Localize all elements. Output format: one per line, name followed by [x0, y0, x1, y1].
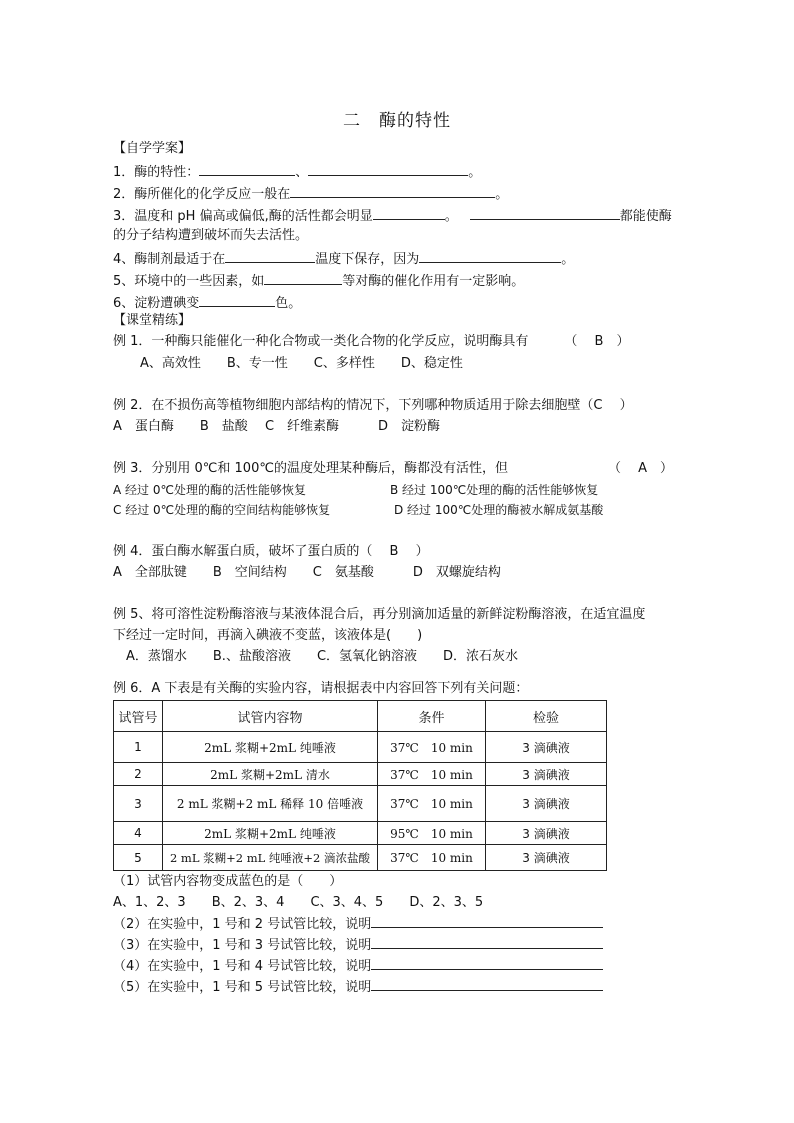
example-4-options: A 全部肽键 B 空间结构 C 氨基酸 D 双螺旋结构 [113, 565, 501, 580]
answer-blank[interactable] [419, 249, 561, 263]
example-2-options: A 蛋白酶 B 盐酸 C 纤维素酶 D 淀粉酶 [113, 419, 441, 434]
table-cell: 37℃ 10 min [378, 845, 486, 871]
table-cell: 37℃ 10 min [378, 732, 486, 763]
question-5: 5、环境中的一些因素，如 等对酶的催化作用有一定影响。 [113, 271, 524, 291]
table-cell: 95℃ 10 min [378, 822, 486, 845]
example-3-option-b: B 经过 100℃处理的酶的活性能够恢复 [390, 483, 599, 497]
question-2: 2．酶所催化的化学反应一般在 。 [113, 184, 508, 204]
table-cell: 37℃ 10 min [378, 763, 486, 786]
table-cell: 2 mL 浆糊+2 mL 稀释 10 倍唾液 [163, 786, 378, 822]
example-3-option-a: A 经过 0℃处理的酶的活性能够恢复 [113, 483, 306, 497]
example-6-sub4: （4）在实验中，1 号和 4 号试管比较，说明 [113, 956, 603, 976]
title-part1: 二 [343, 111, 361, 131]
example-3-option-c: C 经过 0℃处理的酶的空间结构能够恢复 [113, 503, 331, 517]
example-2-question: 例 2．在不损伤高等植物细胞内部结构的情况下，下列哪种物质适用于除去细胞壁（C ） [113, 398, 633, 413]
section-practice-heading: 【课堂精练】 [113, 313, 192, 328]
example-6-sub3: （3）在实验中，1 号和 3 号试管比较，说明 [113, 935, 603, 955]
table-header: 检验 [486, 701, 607, 732]
table-header: 条件 [378, 701, 486, 732]
answer-blank[interactable] [199, 162, 295, 176]
example-2-answer: C ） [593, 398, 633, 413]
example-5-options: A．蒸馏水 B.、盐酸溶液 C．氢氧化钠溶液 D．浓石灰水 [126, 649, 519, 664]
example-5-line2: 下经过一定时间，再滴入碘液不变蓝，该液体是( ) [113, 628, 423, 643]
answer-blank[interactable] [225, 249, 315, 263]
table-cell: 2mL 浆糊+2mL 纯唾液 [163, 822, 378, 845]
answer-blank[interactable] [373, 206, 445, 220]
example-3-question: 例 3．分别用 0℃和 100℃的温度处理某种酶后，酶都没有活性，但 （ A ） [113, 461, 673, 476]
table-cell: 5 [114, 845, 163, 871]
answer-blank[interactable] [308, 162, 468, 176]
question-3-line1: 3．温度和 pH 偏高或偏低,酶的活性都会明显 。 都能使酶 [113, 206, 672, 226]
example-1-options: A、高效性 B、专一性 C、多样性 D、稳定性 [140, 356, 463, 371]
title-part2: 酶的特性 [379, 111, 451, 131]
table-header: 试管号 [114, 701, 163, 732]
example-4-question: 例 4．蛋白酶水解蛋白质，破坏了蛋白质的（ B ） [113, 544, 429, 559]
page-title [0, 106, 794, 131]
example-6-sub2: （2）在实验中，1 号和 2 号试管比较，说明 [113, 914, 603, 934]
table-cell: 2 mL 浆糊+2 mL 纯唾液+2 滴浓盐酸 [163, 845, 378, 871]
experiment-table [113, 700, 607, 871]
answer-blank[interactable] [264, 271, 342, 285]
answer-blank[interactable] [290, 184, 495, 198]
section-self-study-heading: 【自学学案】 [113, 141, 192, 156]
question-4: 4、酶制剂最适于在 温度下保存，因为 。 [113, 249, 574, 269]
table-cell: 3 [114, 786, 163, 822]
table-cell: 3 滴碘液 [486, 822, 607, 845]
table-cell: 4 [114, 822, 163, 845]
example-5-line1: 例 5、将可溶性淀粉酶溶液与某液体混合后，再分别滴加适量的新鲜淀粉酶溶液，在适宜温度 [113, 607, 646, 622]
table-cell: 1 [114, 732, 163, 763]
example-6-sub1: （1）试管内容物变成蓝色的是（ ） [113, 874, 343, 889]
answer-blank[interactable] [199, 293, 275, 307]
table-cell: 37℃ 10 min [378, 786, 486, 822]
table-header-row [114, 701, 607, 732]
table-cell: 2mL 浆糊+2mL 清水 [163, 763, 378, 786]
example-6-sub1-options: A、1、2、3 B、2、3、4 C、3、4、5 D、2、3、5 [113, 895, 484, 910]
question-6: 6、淀粉遭碘变 色。 [113, 293, 301, 313]
table-cell: 2mL 浆糊+2mL 纯唾液 [163, 732, 378, 763]
question-1: 1．酶的特性： 、 。 [113, 162, 481, 182]
table-row [114, 822, 607, 845]
answer-blank[interactable] [470, 206, 620, 220]
answer-blank[interactable] [371, 935, 603, 949]
table-cell: 3 滴碘液 [486, 732, 607, 763]
example-3-option-d: D 经过 100℃处理的酶被水解成氨基酸 [394, 503, 604, 517]
example-6-intro: 例 6．A 下表是有关酶的实验内容，请根据表中内容回答下列有关问题： [113, 681, 529, 696]
answer-blank[interactable] [371, 977, 603, 991]
table-row [114, 786, 607, 822]
table-header: 试管内容物 [163, 701, 378, 732]
example-1-answer: （ B ） [564, 334, 630, 349]
answer-blank[interactable] [371, 914, 603, 928]
table-cell: 2 [114, 763, 163, 786]
table-cell: 3 滴碘液 [486, 845, 607, 871]
table-cell: 3 滴碘液 [486, 763, 607, 786]
table-row [114, 763, 607, 786]
answer-blank[interactable] [371, 956, 603, 970]
question-3-line2: 的分子结构遭到破坏而失去活性。 [113, 228, 309, 243]
table-row [114, 732, 607, 763]
example-3-answer: （ A ） [607, 461, 673, 476]
table-cell: 3 滴碘液 [486, 786, 607, 822]
example-6-sub5: （5）在实验中，1 号和 5 号试管比较，说明 [113, 977, 603, 997]
table-row [114, 845, 607, 871]
example-1-question: 例 1．一种酶只能催化一种化合物或一类化合物的化学反应，说明酶具有 （ B ） [113, 334, 630, 349]
